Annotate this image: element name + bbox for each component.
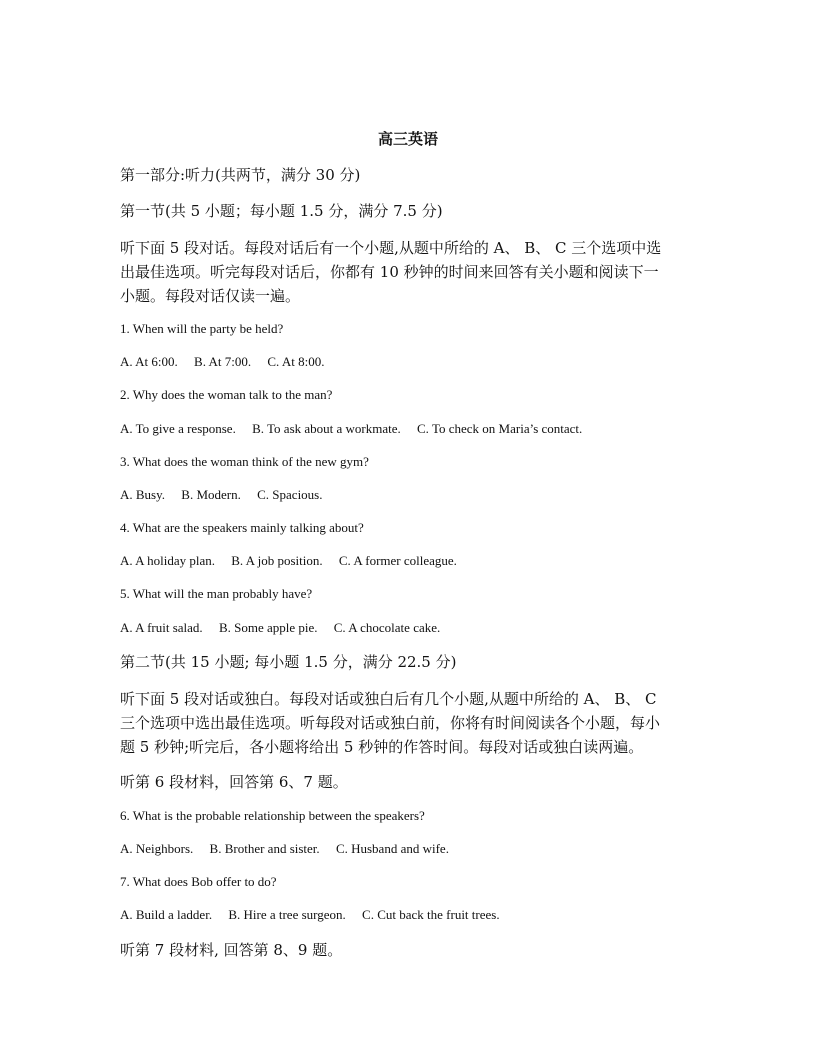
option-b: B. Some apple pie.: [218, 620, 318, 635]
option-c: C. At 8:00.: [267, 354, 325, 369]
question-3: 3. What does the woman think of the new gym?: [120, 454, 369, 469]
question-1: 1. When will the party be held?: [120, 321, 284, 336]
material-7-heading: 听第 7 段材料, 回答第 8、9 题。: [120, 941, 343, 959]
question-2: 2. Why does the woman talk to the man?: [120, 387, 333, 402]
instruction-line: 听下面 5 段对话。每段对话后有一个小题,从题中所给的 A、 B、 C 三个选项中选: [120, 239, 662, 257]
question-7-options: [120, 906, 710, 924]
option-a: A. At 6:00.: [120, 354, 178, 369]
option-a: A. A holiday plan.: [120, 553, 215, 568]
option-b: B. At 7:00.: [194, 354, 252, 369]
option-b: B. Modern.: [181, 487, 241, 502]
option-c: C. A former colleague.: [338, 553, 457, 568]
option-c: C. Spacious.: [257, 487, 323, 502]
section2-instructions: [120, 687, 710, 759]
section1-heading: 第一节(共 5 小题；每小题 1.5 分，满分 7.5 分): [120, 202, 443, 220]
option-a: A. To give a response.: [120, 421, 236, 436]
option-a: A. Neighbors.: [120, 841, 194, 856]
option-a: A. Build a ladder.: [120, 907, 213, 922]
option-c: C. Husband and wife.: [335, 841, 449, 856]
option-b: B. Hire a tree surgeon.: [228, 907, 346, 922]
option-c: C. A chocolate cake.: [333, 620, 441, 635]
instruction-line: 小题。每段对话仅读一遍。: [120, 287, 301, 305]
question-5-options: [120, 619, 710, 637]
question-6-options: [120, 840, 710, 858]
instruction-line: 出最佳选项。听完每段对话后，你都有 10 秒钟的时间来回答有关小题和阅读下一: [120, 263, 659, 281]
option-c: C. To check on Maria’s contact.: [417, 421, 583, 436]
instruction-line: 题 5 秒钟;听完后，各小题将给出 5 秒钟的作答时间。每段对话或独白读两遍。: [120, 738, 644, 756]
part1-heading: 第一部分:听力(共两节，满分 30 分): [120, 166, 361, 184]
option-b: B. To ask about a workmate.: [252, 421, 401, 436]
question-4-options: [120, 552, 710, 570]
question-1-options: [120, 353, 710, 371]
question-6: 6. What is the probable relationship between the speakers?: [120, 808, 425, 823]
instruction-line: 三个选项中选出最佳选项。听每段对话或独白前，你将有时间阅读各个小题，每小: [120, 714, 661, 732]
question-4: 4. What are the speakers mainly talking about?: [120, 520, 364, 535]
section2-heading: 第二节(共 15 小题; 每小题 1.5 分，满分 22.5 分): [120, 653, 457, 671]
document-title: 高三英语: [377, 130, 438, 148]
option-a: A. Busy.: [120, 487, 166, 502]
question-2-options: [120, 420, 710, 438]
instruction-line: 听下面 5 段对话或独白。每段对话或独白后有几个小题,从题中所给的 A、 B、 C: [120, 690, 657, 708]
question-3-options: [120, 486, 710, 504]
option-b: B. Brother and sister.: [209, 841, 320, 856]
option-b: B. A job position.: [231, 553, 323, 568]
material-6-heading: 听第 6 段材料，回答第 6、7 题。: [120, 773, 348, 791]
question-5: 5. What will the man probably have?: [120, 586, 313, 601]
option-c: C. Cut back the fruit trees.: [362, 907, 500, 922]
section1-instructions: [120, 236, 710, 308]
option-a: A. A fruit salad.: [120, 620, 203, 635]
question-7: 7. What does Bob offer to do?: [120, 874, 277, 889]
